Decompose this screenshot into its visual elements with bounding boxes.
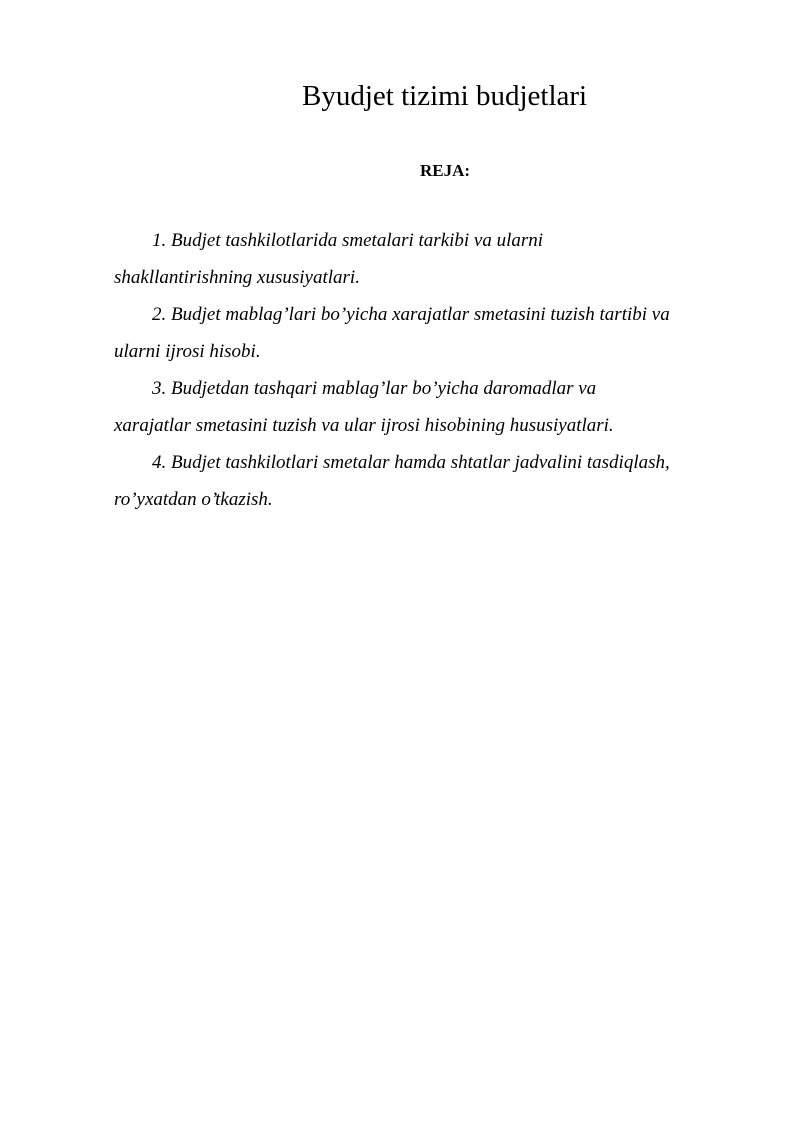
document-title: Byudjet tizimi budjetlari <box>302 80 588 112</box>
plan-item-2 <box>114 296 754 370</box>
plan-heading: REJA: <box>420 161 471 180</box>
plan-item-line: 1. Budjet tashkilotlarida smetalari tarkibi va ularni <box>152 230 544 251</box>
plan-item-4 <box>114 444 754 518</box>
plan-item-line: ularni ijrosi hisobi. <box>114 341 261 362</box>
plan-item-1 <box>114 222 754 296</box>
plan-item-3 <box>114 370 754 444</box>
plan-item-line: 4. Budjet tashkilotlari smetalar hamda shtatlar jadvalini tasdiqlash, <box>152 452 670 473</box>
plan-item-line: shakllantirishning xususiyatlari. <box>114 267 360 288</box>
plan-item-line: 2. Budjet mablag’lari bo’yicha xarajatlar smetasini tuzish tartibi va <box>152 304 670 325</box>
plan-item-line: xarajatlar smetasini tuzish va ular ijrosi hisobining hususiyatlari. <box>114 415 614 436</box>
plan-item-line: ro’yxatdan o’tkazish. <box>114 489 273 510</box>
plan-item-line: 3. Budjetdan tashqari mablag’lar bo’yicha daromadlar va <box>152 378 597 399</box>
plan-list <box>114 222 754 518</box>
